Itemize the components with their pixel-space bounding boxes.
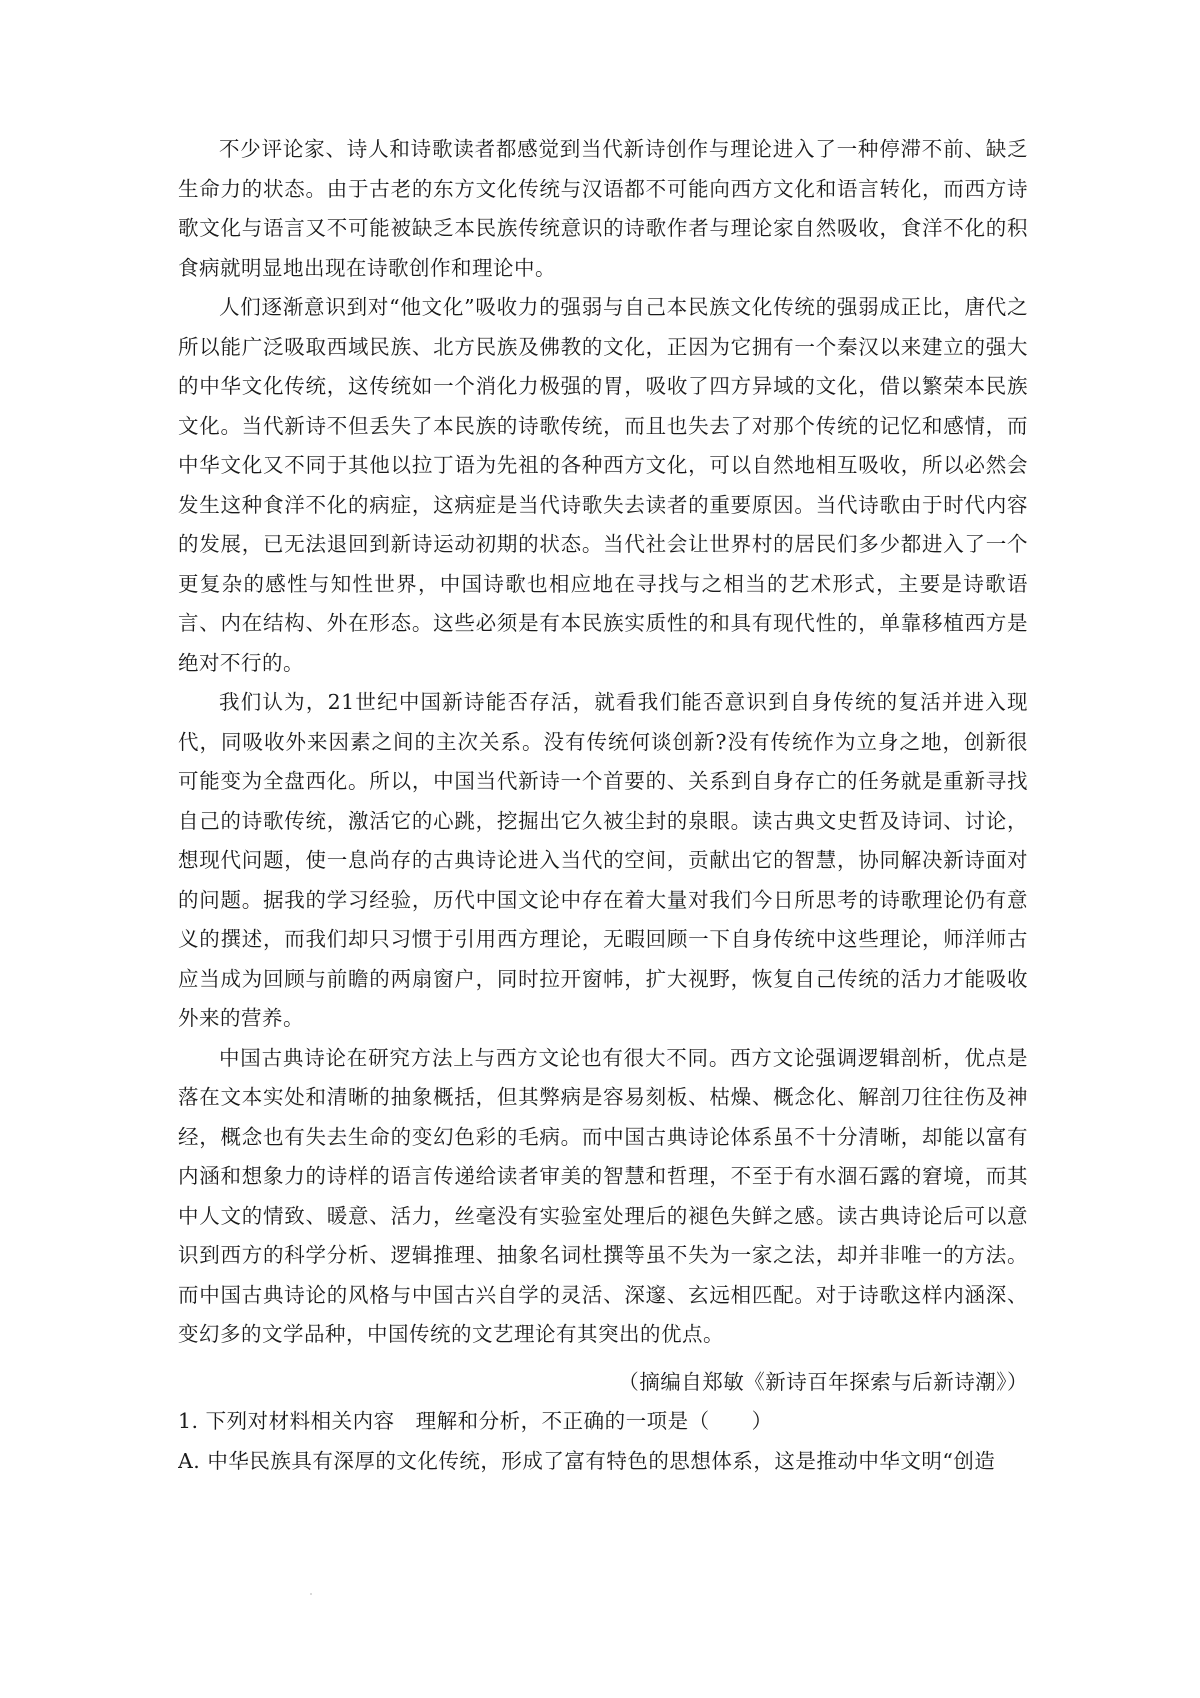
article-paragraph-3: 我们认为，21世纪中国新诗能否存活，就看我们能否意识到自身传统的复活并进入现代，同吸收外来因素之间的主次关系。没有传统何谈创新?没有传统作为立身之地，创新很可能变为全盘西化。所以，中国当代新诗一个首要的、关系到自身存亡的任务就是重新寻找自己的诗歌传统，激活它的心跳，挖掘出它久被尘封的泉眼。读古典文史哲及诗词、讨论，想现代问题，使一息尚存的古典诗论进入当代的空间，贡献出它的智慧，协同解决新诗面对的问题。据我的学习经验，历代中国文论中存在着大量对我们今日所思考的诗歌理论仍有意义的撰述，而我们却只习惯于引用西方理论，无暇回顾一下自身传统中这些理论，师洋师古应当成为回顾与前瞻的两扇窗户，同时拉开窗帏，扩大视野，恢复自己传统的活力才能吸收外来的营养。 [178, 690, 1028, 1030]
question-1 [178, 1402, 1028, 1481]
question-option-a: A. 中华民族具有深厚的文化传统，形成了富有特色的思想体系，这是推动中华文明“创造 [178, 1448, 996, 1473]
article [178, 130, 1028, 1402]
scan-speck [310, 1593, 312, 1595]
document-page [178, 130, 1028, 1481]
article-paragraph-1: 不少评论家、诗人和诗歌读者都感觉到当代新诗创作与理论进入了一种停滞不前、缺乏生命力的状态。由于古老的东方文化传统与汉语都不可能向西方文化和语言转化，而西方诗歌文化与语言又不可能被缺乏本民族传统意识的诗歌作者与理论家自然吸收，食洋不化的积食病就明显地出现在诗歌创作和理论中。 [178, 137, 1028, 280]
article-paragraph-4: 中国古典诗论在研究方法上与西方文论也有很大不同。西方文论强调逻辑剖析，优点是落在文本实处和清晰的抽象概括，但其弊病是容易刻板、枯燥、概念化、解剖刀往往伤及神经，概念也有失去生命的变幻色彩的毛病。而中国古典诗论体系虽不十分清晰，却能以富有内涵和想象力的诗样的语言传递给读者审美的智慧和哲理，不至于有水涸石露的窘境，而其中人文的情致、暖意、活力，丝毫没有实验室处理后的褪色失鲜之感。读古典诗论后可以意识到西方的科学分析、逻辑推理、抽象名词杜撰等虽不失为一家之法，却并非唯一的方法。而中国古典诗论的风格与中国古兴自学的灵活、深邃、玄远相匹配。对于诗歌这样内涵深、变幻多的文学品种，中国传统的文艺理论有其突出的优点。 [178, 1045, 1028, 1346]
article-paragraph-2: 人们逐渐意识到对“他文化”吸收力的强弱与自己本民族文化传统的强弱成正比，唐代之所以能广泛吸取西域民族、北方民族及佛教的文化，正因为它拥有一个秦汉以来建立的强大的中华文化传统，这传统如一个消化力极强的胃，吸收了四方异域的文化，借以繁荣本民族文化。当代新诗不但丢失了本民族的诗歌传统，而且也失去了对那个传统的记忆和感情，而中华文化又不同于其他以拉丁语为先祖的各种西方文化，可以自然地相互吸收，所以必然会发生这种食洋不化的病症，这病症是当代诗歌失去读者的重要原因。当代诗歌由于时代内容的发展，已无法退回到新诗运动初期的状态。当代社会让世界村的居民们多少都进入了一个更复杂的感性与知性世界，中国诗歌也相应地在寻找与之相当的艺术形式，主要是诗歌语言、内在结构、外在形态。这些必须是有本民族实质性的和具有现代性的，单靠移植西方是绝对不行的。 [178, 295, 1028, 675]
article-source-citation: （摘编自郑敏《新诗百年探索与后新诗潮》） [618, 1369, 1028, 1394]
question-stem: 1. 下列对材料相关内容 理解和分析，不正确的一项是（ ） [178, 1409, 773, 1433]
